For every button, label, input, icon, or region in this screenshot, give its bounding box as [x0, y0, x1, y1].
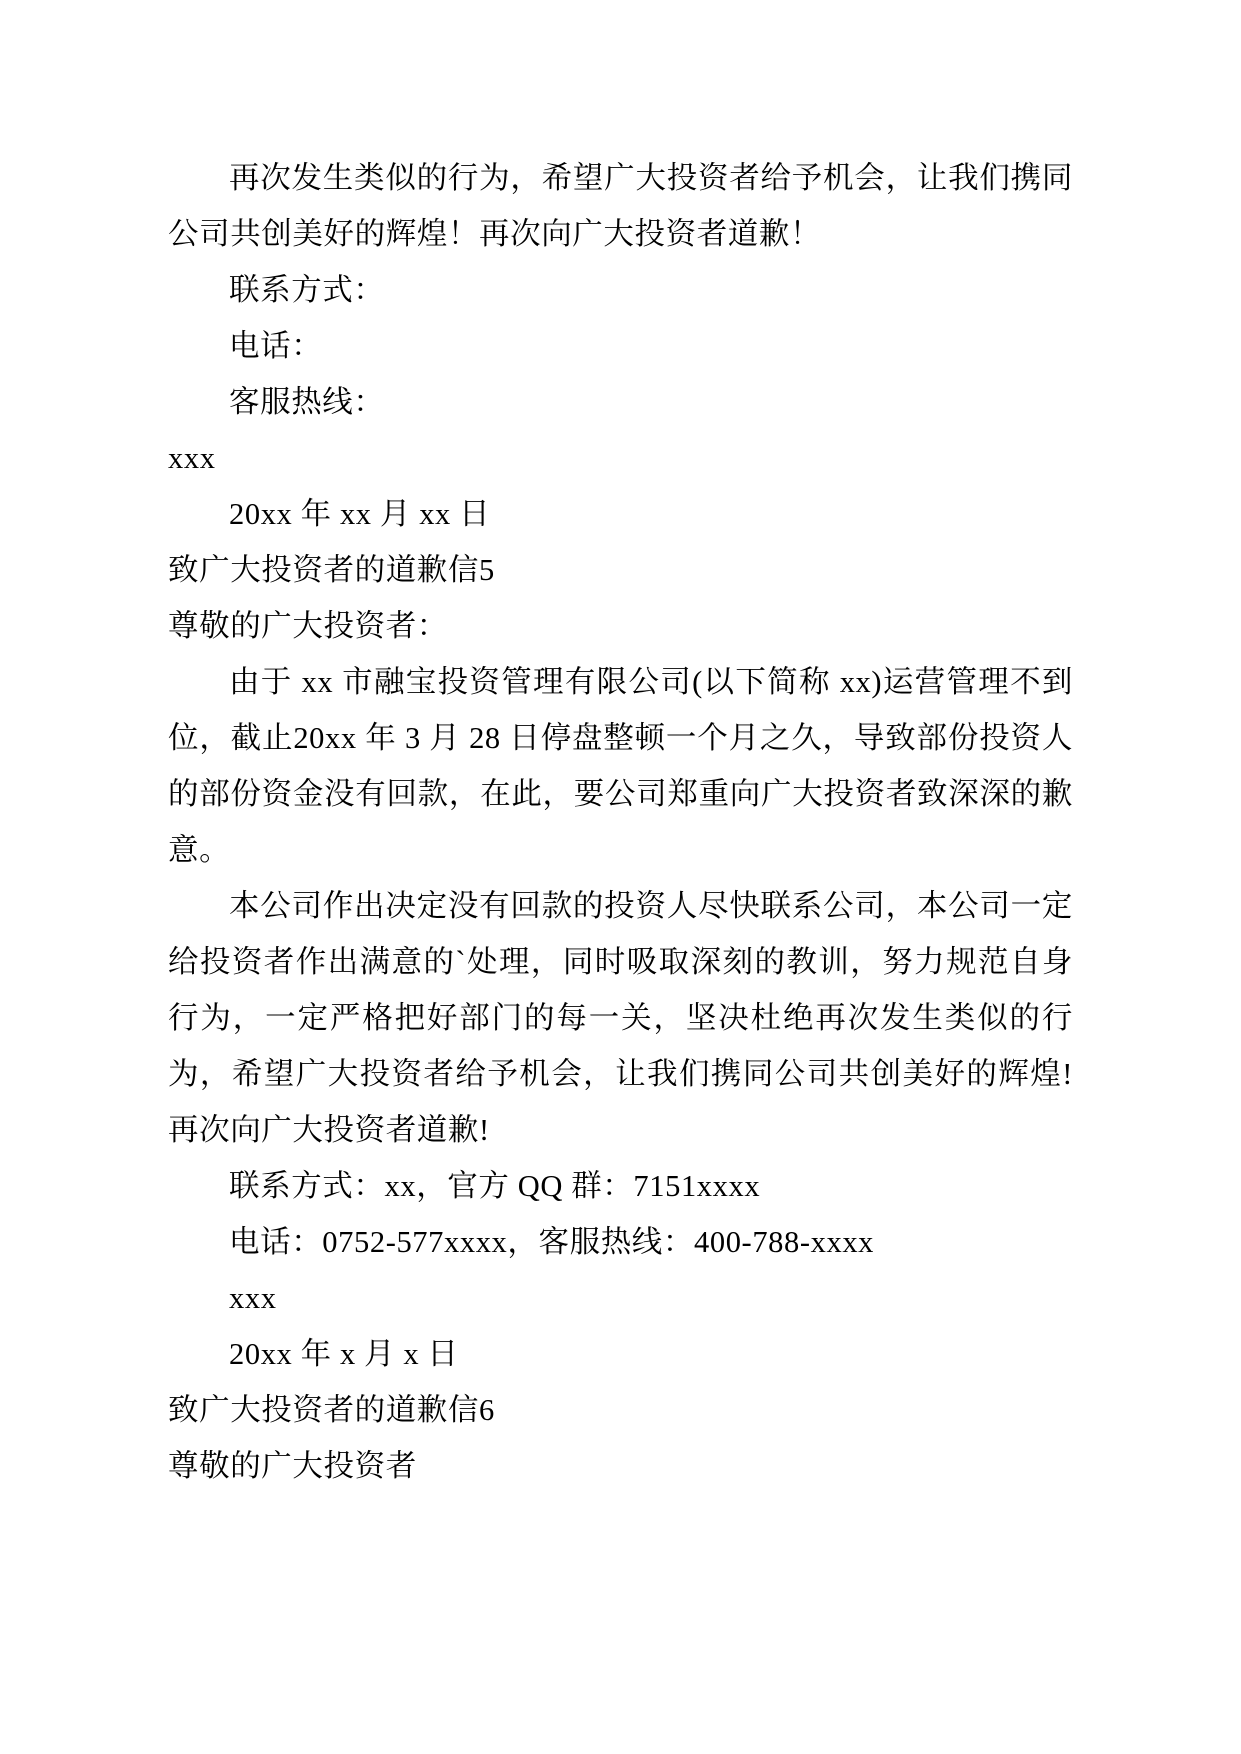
phone-label: 电话：	[229, 329, 323, 363]
document-body	[168, 150, 1073, 1494]
letter-5-contact: 联系方式：xx，官方 QQ 群：7151xxxx	[229, 1169, 761, 1203]
signature-line: xxx	[168, 441, 216, 475]
letter-5-paragraph-2: 本公司作出决定没有回款的投资人尽快联系公司，本公司一定给投资者作出满意的`处理，同时吸取深刻的教训，努力规范自身行为，一定严格把好部门的每一关，坚决杜绝再次发生类似的行为，希望广大投资者给予机会，让我们携同公司共创美好的辉煌!再次向广大投资者道歉!	[168, 889, 1073, 1147]
letter-5-title: 致广大投资者的道歉信5	[168, 553, 495, 587]
letter-5-salutation: 尊敬的广大投资者：	[168, 609, 448, 643]
contact-label: 联系方式：	[229, 273, 385, 307]
letter-5-signature: xxx	[229, 1281, 277, 1315]
letter-5-paragraph-1: 由于 xx 市融宝投资管理有限公司(以下简称 xx)运营管理不到位，截止20xx 年 3 月 28 日停盘整顿一个月之久，导致部份投资人的部份资金没有回款，在此，要公司郑重向广大投资者致深深的歉意。	[168, 665, 1073, 867]
letter-6-title: 致广大投资者的道歉信6	[168, 1393, 495, 1427]
letter-5-phone: 电话：0752-577xxxx，客服热线：400-788-xxxx	[229, 1225, 875, 1259]
letter-5-date: 20xx 年 x 月 x 日	[229, 1337, 459, 1371]
service-hotline-label: 客服热线：	[229, 385, 385, 419]
paragraph-continued: 再次发生类似的行为，希望广大投资者给予机会，让我们携同公司共创美好的辉煌！再次向广大投资者道歉！	[168, 161, 1073, 251]
date-line: 20xx 年 xx 月 xx 日	[229, 497, 491, 531]
letter-6-salutation: 尊敬的广大投资者	[168, 1449, 417, 1483]
